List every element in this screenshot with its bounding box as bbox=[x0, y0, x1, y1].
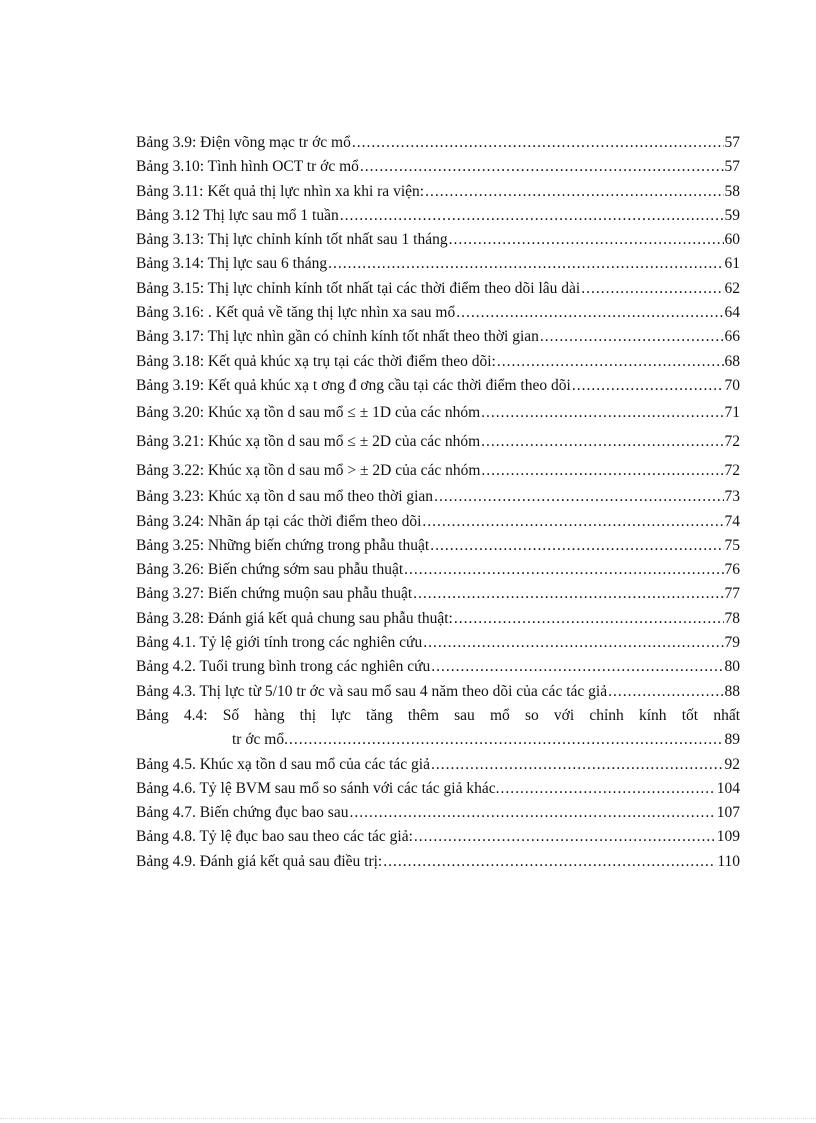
leader-dots bbox=[540, 325, 724, 349]
toc-entry-label: Bảng 3.23: Khúc xạ tồn d sau mổ theo thời gian bbox=[136, 488, 434, 506]
toc-entry bbox=[136, 777, 740, 801]
toc-entry-label: Bảng 4.8. Tỷ lệ đục bao sau theo các tác giả: bbox=[136, 828, 413, 846]
toc-entry-label: Bảng 3.13: Thị lực chỉnh kính tốt nhất sau 1 tháng bbox=[136, 231, 448, 249]
page-bottom-rule bbox=[0, 1118, 816, 1119]
toc-entry-word: Số bbox=[222, 706, 240, 724]
toc-entry-page: 109 bbox=[716, 828, 740, 846]
toc-entry-page: 89 bbox=[724, 731, 740, 749]
toc-entry-label: Bảng 4.5. Khúc xạ tồn d sau mổ của các tác giả bbox=[136, 755, 430, 773]
leader-dots bbox=[449, 228, 724, 252]
toc-entry-label: Bảng 3.11: Kết quả thị lực nhìn xa khi ra viện: bbox=[136, 182, 425, 200]
toc-entry-page: 57 bbox=[724, 158, 740, 176]
toc-entry-label: Bảng 4.9. Đánh giá kết quả sau điều trị: bbox=[136, 852, 383, 870]
toc-entry-page: 73 bbox=[724, 488, 740, 506]
toc-entry bbox=[136, 427, 740, 456]
toc-entry-page: 70 bbox=[724, 376, 740, 394]
toc-entry-label: Bảng 3.18: Kết quả khúc xạ trụ tại các thời điểm theo dõi: bbox=[136, 352, 496, 370]
toc-entry-label: Bảng 3.28: Đánh giá kết quả chung sau phẫu thuật: bbox=[136, 609, 453, 627]
toc-entry-label: Bảng 4.2. Tuổi trung bình trong các nghiên cứu bbox=[136, 658, 431, 676]
leader-dots bbox=[500, 777, 715, 801]
toc-entry-word: thêm bbox=[407, 706, 439, 724]
toc-entry bbox=[136, 680, 740, 704]
toc-entry-word: 4.4: bbox=[183, 706, 208, 724]
toc-entry bbox=[136, 655, 740, 679]
toc-entry-label-line1 bbox=[136, 704, 740, 728]
toc-entry-page: 59 bbox=[724, 206, 740, 224]
toc-entry-page: 71 bbox=[724, 404, 740, 422]
toc-entry-label: Bảng 3.9: Điện võng mạc tr ớc mổ bbox=[136, 134, 351, 151]
toc-entry bbox=[136, 228, 740, 252]
leader-dots bbox=[289, 728, 724, 752]
toc-entry-page: 61 bbox=[724, 255, 740, 273]
leader-dots bbox=[434, 485, 723, 509]
toc-entry-label: Bảng 3.22: Khúc xạ tồn d sau mổ > ± 2D của các nhóm bbox=[136, 462, 481, 480]
toc-entry-label: Bảng 4.1. Tỷ lệ giới tính trong các nghiên cứu bbox=[136, 634, 423, 652]
toc-entry-word: so bbox=[524, 706, 539, 724]
leader-dots bbox=[431, 753, 724, 777]
toc-entry bbox=[136, 582, 740, 606]
toc-entry bbox=[136, 180, 740, 204]
leader-dots bbox=[581, 277, 723, 301]
toc-entry-page: 76 bbox=[724, 561, 740, 579]
toc-entry bbox=[136, 398, 740, 427]
toc-entry bbox=[136, 350, 740, 374]
leader-dots bbox=[481, 398, 723, 427]
toc-entry-word: tăng bbox=[366, 706, 393, 724]
toc-entry-page: 75 bbox=[724, 536, 740, 554]
toc-entry-word: mổ bbox=[489, 706, 510, 724]
toc-entry-label: Bảng 3.19: Kết quả khúc xạ t ơng đ ơng cầu tại các thời điểm theo dõi bbox=[136, 376, 571, 394]
leader-dots bbox=[414, 825, 716, 849]
toc-entry-word: kính bbox=[639, 706, 667, 724]
toc-entry-word: lực bbox=[331, 706, 351, 724]
leader-dots bbox=[430, 534, 723, 558]
leader-dots bbox=[404, 558, 723, 582]
leader-dots bbox=[423, 631, 723, 655]
toc-entry-label: Bảng 3.24: Nhãn áp tại các thời điểm theo dõi bbox=[136, 512, 422, 530]
toc-entry-label: Bảng 3.25: Những biến chứng trong phẫu thuật bbox=[136, 536, 430, 554]
toc-entry-page: 74 bbox=[724, 512, 740, 530]
toc-entry-page: 62 bbox=[724, 279, 740, 297]
toc-entry-word: nhất bbox=[713, 706, 740, 724]
toc-entry-page: 92 bbox=[724, 755, 740, 773]
toc-entry bbox=[136, 252, 740, 276]
leader-dots bbox=[360, 155, 724, 179]
toc-list bbox=[136, 131, 740, 704]
toc-entry-label: Bảng 3.26: Biến chứng sớm sau phẫu thuật bbox=[136, 561, 404, 579]
leader-dots bbox=[497, 350, 724, 374]
leader-dots bbox=[352, 131, 724, 155]
toc-entry-label: Bảng 4.6. Tỷ lệ BVM sau mổ so sánh với các tác giả khác. bbox=[136, 779, 500, 797]
toc-entry-word: chỉnh bbox=[589, 706, 624, 724]
toc-entry-page: 68 bbox=[724, 352, 740, 370]
toc-entry bbox=[136, 558, 740, 582]
leader-dots bbox=[349, 801, 715, 825]
toc-entry-page: 64 bbox=[724, 304, 740, 322]
toc-entry-page: 77 bbox=[724, 585, 740, 603]
leader-dots bbox=[608, 680, 723, 704]
toc-entry-label: Bảng 4.7. Biến chứng đục bao sau bbox=[136, 804, 349, 822]
leader-dots bbox=[328, 252, 723, 276]
toc-entry-page: 110 bbox=[717, 852, 740, 870]
toc-entry-page: 66 bbox=[724, 328, 740, 346]
leader-dots bbox=[481, 427, 723, 456]
toc-entry-label: Bảng 3.15: Thị lực chỉnh kính tốt nhất tại các thời điểm theo dõi lâu dài bbox=[136, 279, 581, 297]
toc-entry-word: Bảng bbox=[136, 706, 169, 724]
toc-entry bbox=[136, 325, 740, 349]
toc-entry-label: Bảng 3.16: . Kết quả về tăng thị lực nhìn xa sau mổ bbox=[136, 304, 456, 322]
leader-dots bbox=[425, 180, 723, 204]
toc-entry bbox=[136, 374, 740, 398]
toc-entry-label: Bảng 3.21: Khúc xạ tồn d sau mổ ≤ ± 2D của các nhóm bbox=[136, 433, 481, 451]
leader-dots bbox=[456, 301, 723, 325]
leader-dots bbox=[422, 510, 723, 534]
toc-entry-page: 88 bbox=[724, 682, 740, 700]
table-of-tables bbox=[136, 131, 740, 874]
toc-entry-page: 72 bbox=[724, 433, 740, 451]
toc-entry bbox=[136, 131, 740, 155]
toc-entry-page: 79 bbox=[724, 634, 740, 652]
toc-entry-label: Bảng 3.27: Biến chứng muộn sau phẫu thuật bbox=[136, 585, 413, 603]
toc-entry-page: 72 bbox=[724, 462, 740, 480]
toc-entry bbox=[136, 825, 740, 849]
toc-entry-label: Bảng 3.20: Khúc xạ tồn d sau mổ ≤ ± 1D của các nhóm bbox=[136, 404, 481, 422]
toc-entry bbox=[136, 753, 740, 777]
toc-entry-word: tốt bbox=[681, 706, 699, 724]
toc-entry-page: 80 bbox=[724, 658, 740, 676]
toc-entry-page: 60 bbox=[724, 231, 740, 249]
toc-entry-wrapped bbox=[136, 704, 740, 753]
toc-entry bbox=[136, 301, 740, 325]
toc-entry bbox=[136, 534, 740, 558]
leader-dots bbox=[481, 456, 723, 485]
toc-entry-line2 bbox=[136, 728, 740, 752]
leader-dots bbox=[431, 655, 723, 679]
toc-entry-label: Bảng 3.12 Thị lực sau mổ 1 tuần bbox=[136, 206, 339, 224]
toc-entry bbox=[136, 801, 740, 825]
toc-entry bbox=[136, 277, 740, 301]
leader-dots bbox=[413, 582, 723, 606]
leader-dots bbox=[340, 204, 724, 228]
toc-entry-page: 78 bbox=[724, 609, 740, 627]
toc-entry-label: Bảng 4.3. Thị lực từ 5/10 tr ớc và sau mổ sau 4 năm theo dõi của các tác giả bbox=[136, 682, 608, 700]
toc-entry-label: Bảng 3.17: Thị lực nhìn gần có chỉnh kính tốt nhất theo thời gian bbox=[136, 328, 539, 346]
toc-list bbox=[136, 753, 740, 874]
toc-entry bbox=[136, 631, 740, 655]
toc-entry bbox=[136, 204, 740, 228]
toc-entry-page: 107 bbox=[716, 804, 740, 822]
leader-dots bbox=[383, 850, 716, 874]
leader-dots bbox=[454, 607, 724, 631]
toc-entry bbox=[136, 607, 740, 631]
toc-entry-page: 58 bbox=[724, 182, 740, 200]
toc-entry bbox=[136, 456, 740, 485]
toc-entry-label: Bảng 3.14: Thị lực sau 6 tháng bbox=[136, 255, 328, 273]
toc-entry bbox=[136, 155, 740, 179]
toc-entry bbox=[136, 850, 740, 874]
toc-entry bbox=[136, 485, 740, 509]
toc-entry-word: với bbox=[553, 706, 575, 724]
toc-entry-page: 57 bbox=[724, 134, 740, 151]
leader-dots bbox=[572, 374, 724, 398]
toc-entry-label: Bảng 3.10: Tình hình OCT tr ớc mổ bbox=[136, 158, 359, 176]
toc-entry-word: sau bbox=[454, 706, 475, 724]
toc-entry-word: thị bbox=[299, 706, 317, 724]
toc-entry-page: 104 bbox=[716, 779, 740, 797]
toc-entry-label-line2: tr ớc mổ. bbox=[232, 731, 288, 749]
toc-entry bbox=[136, 510, 740, 534]
toc-entry-word: hàng bbox=[254, 706, 285, 724]
